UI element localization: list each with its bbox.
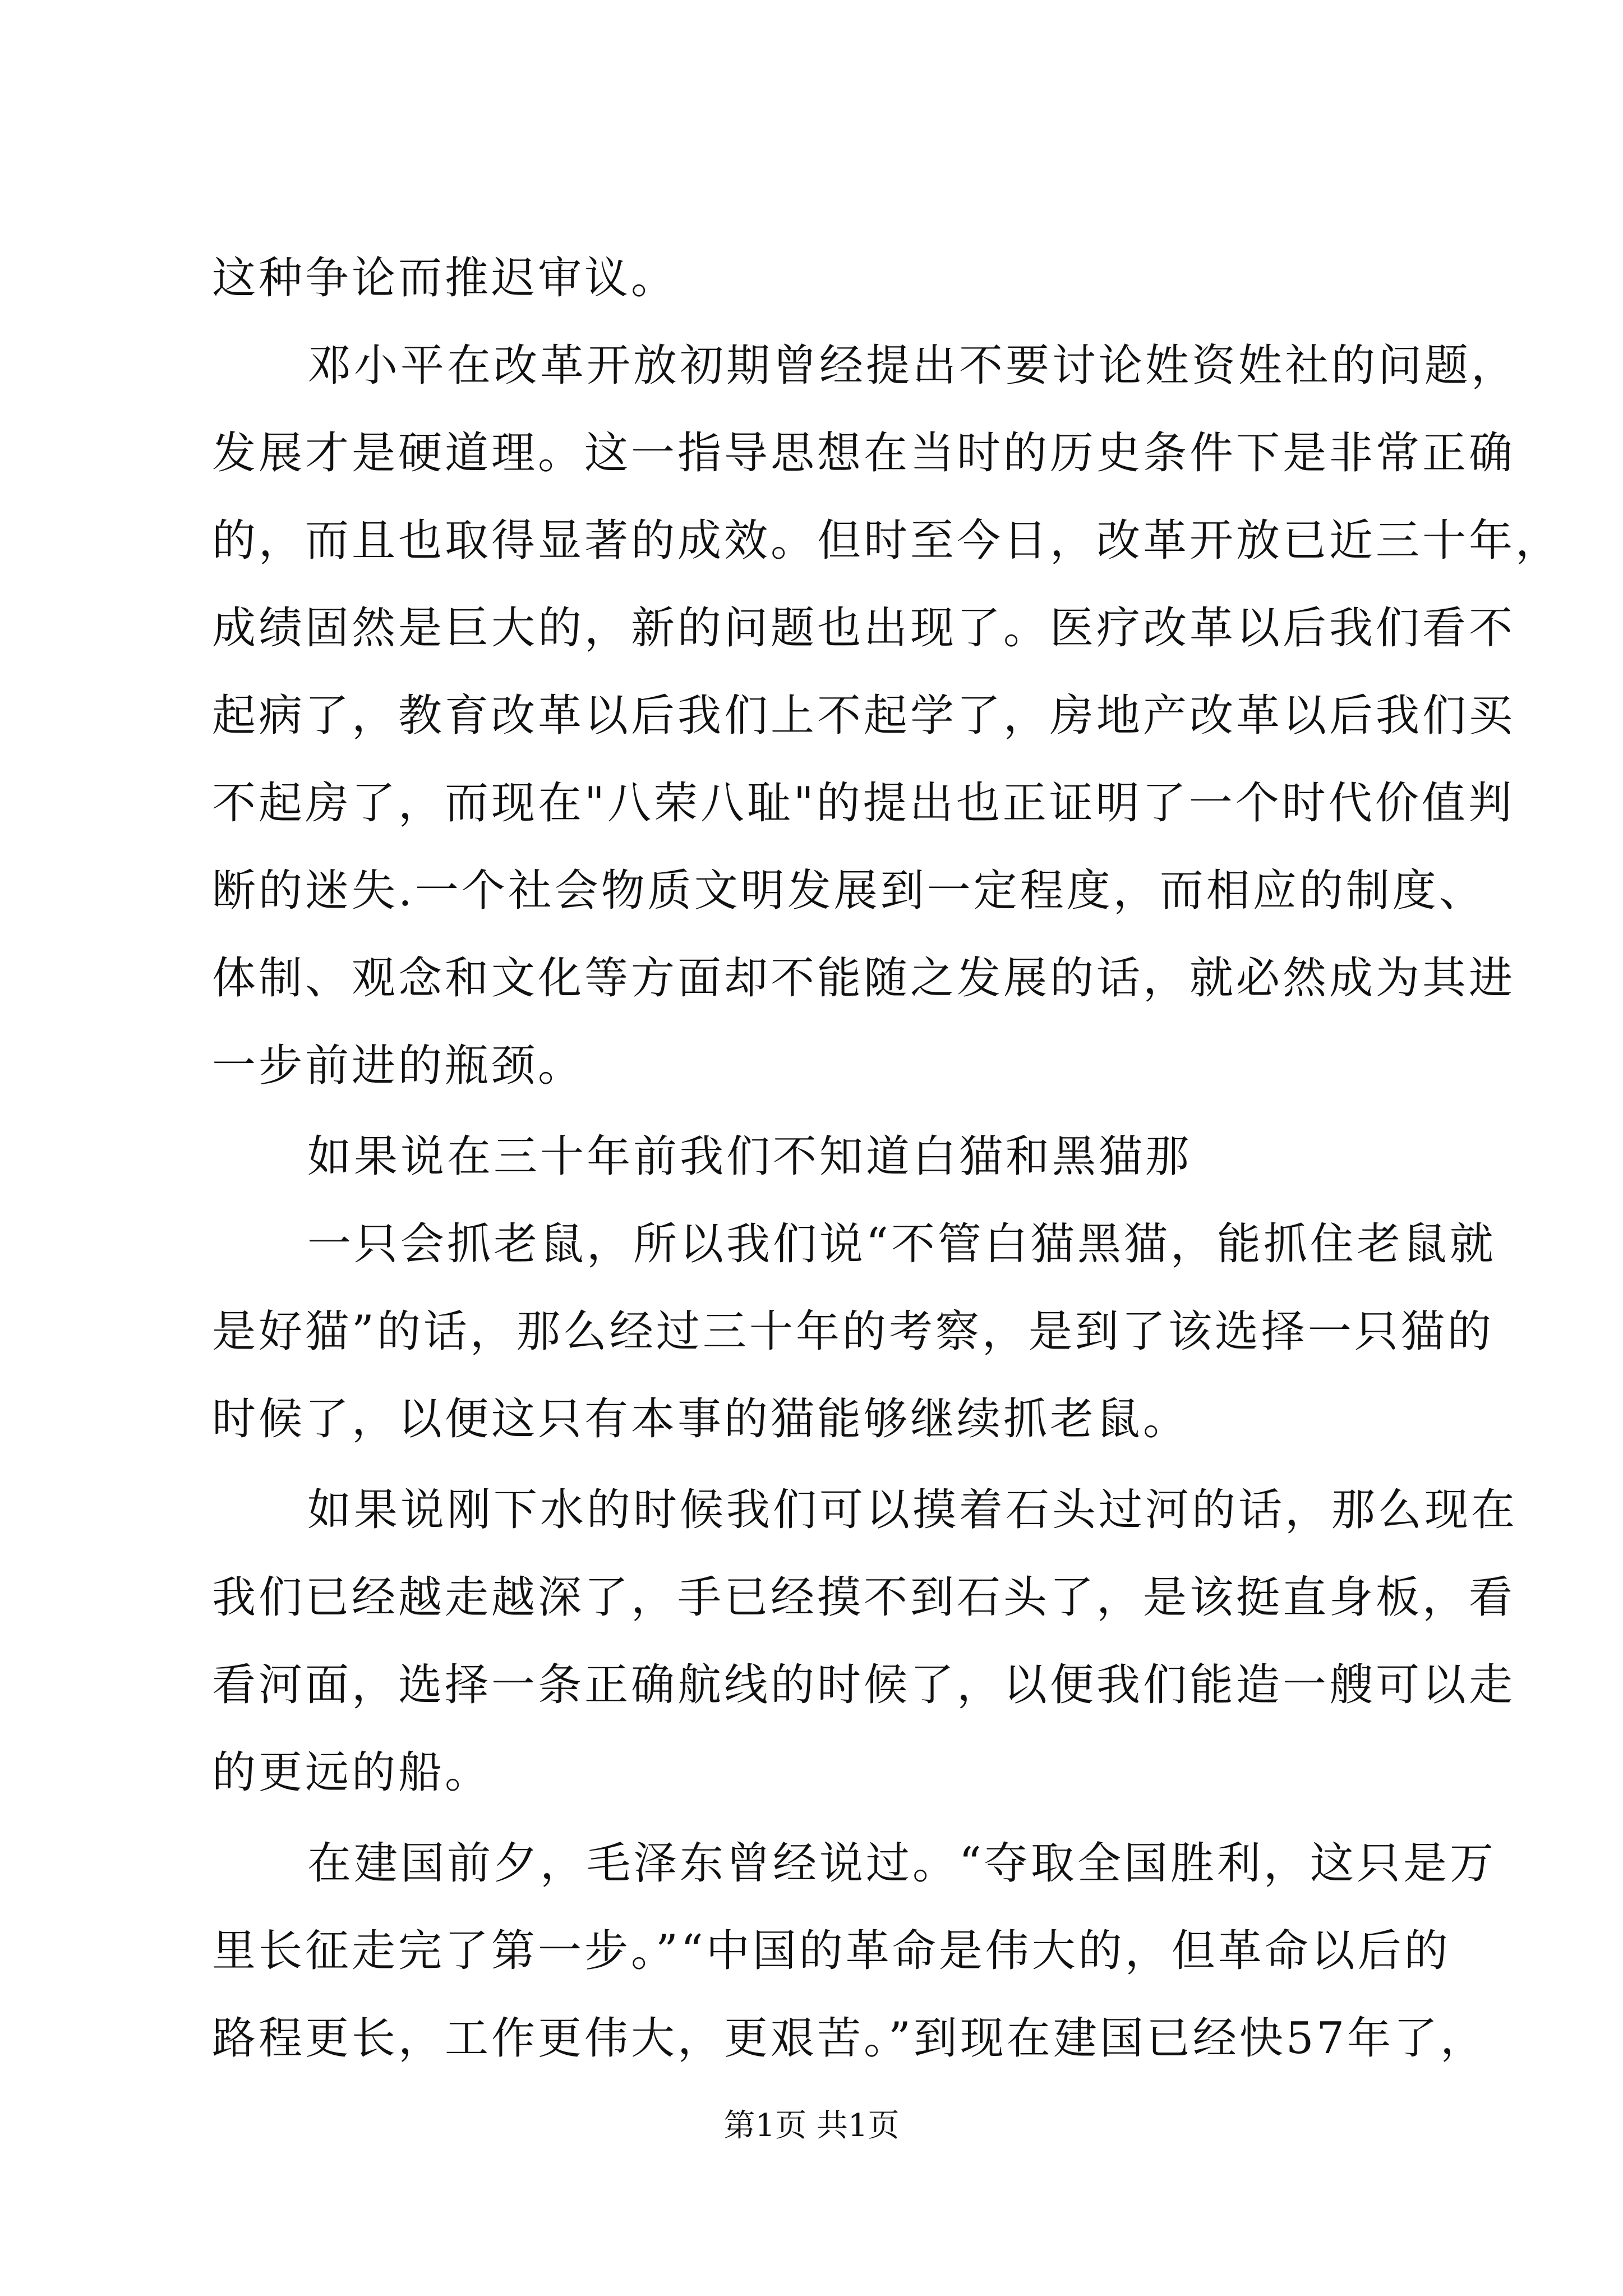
text-line: 断的迷失.一个社会物质文明发展到一定程度，而相应的制度、 xyxy=(212,866,1486,916)
text-line: 在建国前夕，毛泽东曾经说过。“夺取全国胜利，这只是万 xyxy=(307,1838,1496,1889)
text-line: 路程更长，工作更伟大，更艰苦。”到现在建国已经快57年了， xyxy=(212,2013,1487,2064)
text-line: 一只会抓老鼠，所以我们说“不管白猫黑猫，能抓住老鼠就 xyxy=(307,1219,1496,1269)
text-line: 成绩固然是巨大的，新的问题也出现了。医疗改革以后我们看不 xyxy=(212,603,1516,654)
text-line: 时候了，以便这只有本事的猫能够继续抓老鼠。 xyxy=(212,1394,1190,1444)
text-line: 我们已经越走越深了，手已经摸不到石头了，是该挺直身板，看 xyxy=(212,1572,1516,1623)
text-line: 如果说在三十年前我们不知道白猫和黑猫那 xyxy=(307,1131,1192,1182)
text-line: 不起房了，而现在"八荣八耻"的提出也正证明了一个时代价值判 xyxy=(212,778,1515,829)
text-line: 这种争论而推迟审议。 xyxy=(212,253,678,303)
text-line: 起病了，教育改革以后我们上不起学了，房地产改革以后我们买 xyxy=(212,691,1516,741)
text-line: 看河面，选择一条正确航线的时候了，以便我们能造一艘可以走 xyxy=(212,1660,1516,1710)
text-line: 一步前进的瓶颈。 xyxy=(212,1041,585,1091)
text-line: 发展才是硬道理。这一指导思想在当时的历史条件下是非常正确 xyxy=(212,428,1516,478)
text-line: 里长征走完了第一步。”“中国的革命是伟大的，但革命以后的 xyxy=(212,1926,1451,1976)
text-line: 的，而且也取得显著的成效。但时至今日，改革开放已近三十年， xyxy=(212,516,1562,566)
text-line: 邓小平在改革开放初期曾经提出不要讨论姓资姓社的问题， xyxy=(307,341,1518,391)
text-line: 是好猫”的话，那么经过三十年的考察，是到了该选择一只猫的 xyxy=(212,1306,1494,1357)
text-line: 如果说刚下水的时候我们可以摸着石头过河的话，那么现在 xyxy=(307,1485,1518,1535)
document-body xyxy=(212,253,1562,2064)
page-number-footer: 第1页 共1页 xyxy=(723,2108,900,2144)
text-line: 体制、观念和文化等方面却不能随之发展的话，就必然成为其进 xyxy=(212,953,1516,1004)
text-line: 的更远的船。 xyxy=(212,1747,492,1798)
